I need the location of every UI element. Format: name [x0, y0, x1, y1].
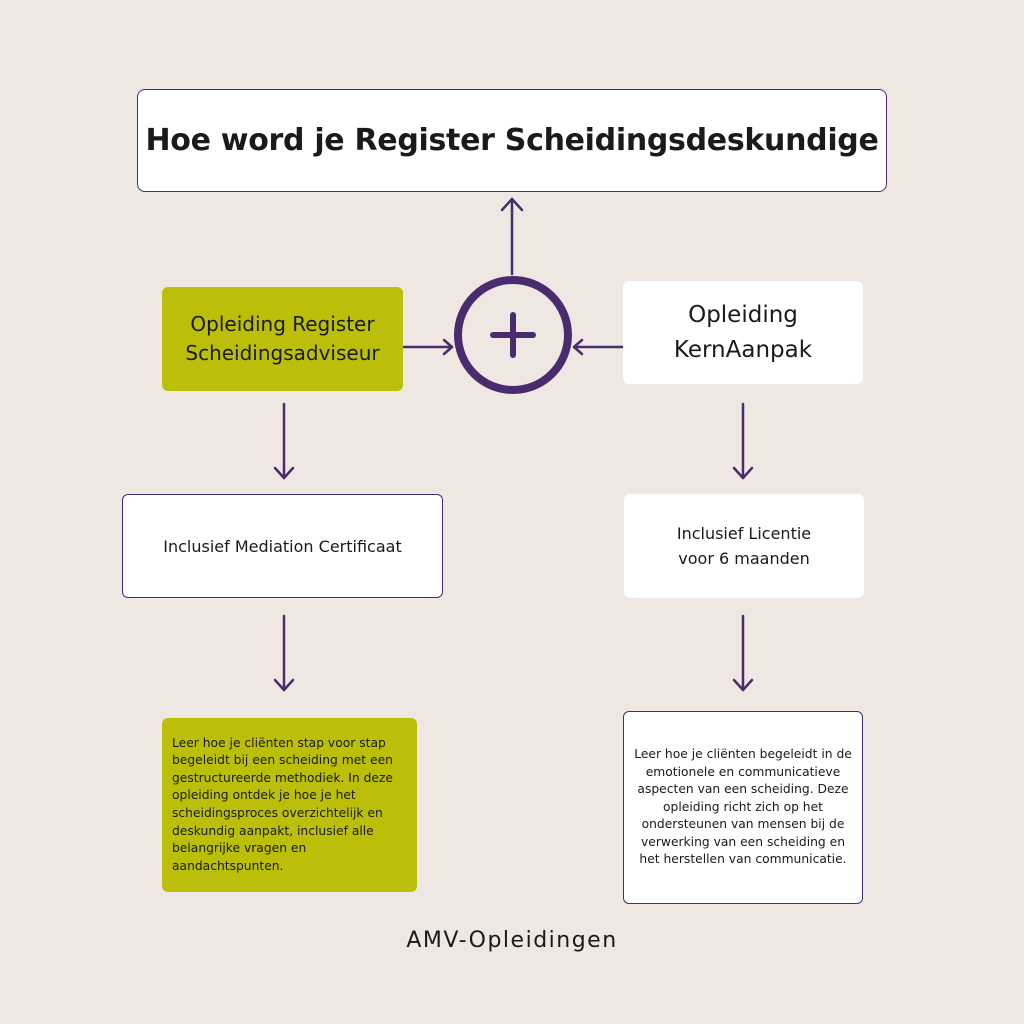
right-heading-box	[623, 281, 863, 384]
right-description-box	[623, 711, 863, 904]
arrow-left-icon	[574, 340, 622, 354]
right-description: Leer hoe je cliënten begeleidt in de emotionele en communicatieve aspecten van een scheiding. Deze opleiding richt zich op het ondersteunen van mensen bij de verwerking van een scheiding en het herstellen van communicatie.	[634, 746, 852, 867]
arrow-down-icon	[734, 616, 752, 690]
right-heading: Opleiding KernAanpak	[673, 301, 813, 363]
footer-brand: AMV-Opleidingen	[406, 928, 618, 953]
page-title: Hoe word je Register Scheidingsdeskundige	[145, 123, 879, 158]
right-inclusief-label: Inclusief Licentie voor 6 maanden	[676, 524, 812, 568]
plus-circle-icon	[458, 280, 568, 390]
left-heading-box	[162, 287, 403, 391]
arrow-down-icon	[275, 404, 293, 478]
left-inclusief-box	[122, 494, 443, 598]
left-heading: Opleiding Register Scheidingsadviseur	[185, 312, 380, 365]
arrow-right-icon	[404, 340, 452, 354]
arrow-down-icon	[734, 404, 752, 478]
title-box	[137, 89, 887, 192]
arrow-down-icon	[275, 616, 293, 690]
arrow-up-icon	[502, 199, 522, 274]
right-inclusief-box	[624, 494, 864, 598]
left-description-box	[162, 718, 417, 892]
left-inclusief-label: Inclusief Mediation Certificaat	[163, 536, 402, 556]
left-description: Leer hoe je cliënten stap voor stap begeleidt bij een scheiding met een gestructureerde methodiek. In deze opleiding ontdek je hoe je het scheidingsproces overzichtelijk en deskundig aanpakt, inclusief alle belangrijke vragen en aandachtspunten.	[172, 735, 393, 873]
